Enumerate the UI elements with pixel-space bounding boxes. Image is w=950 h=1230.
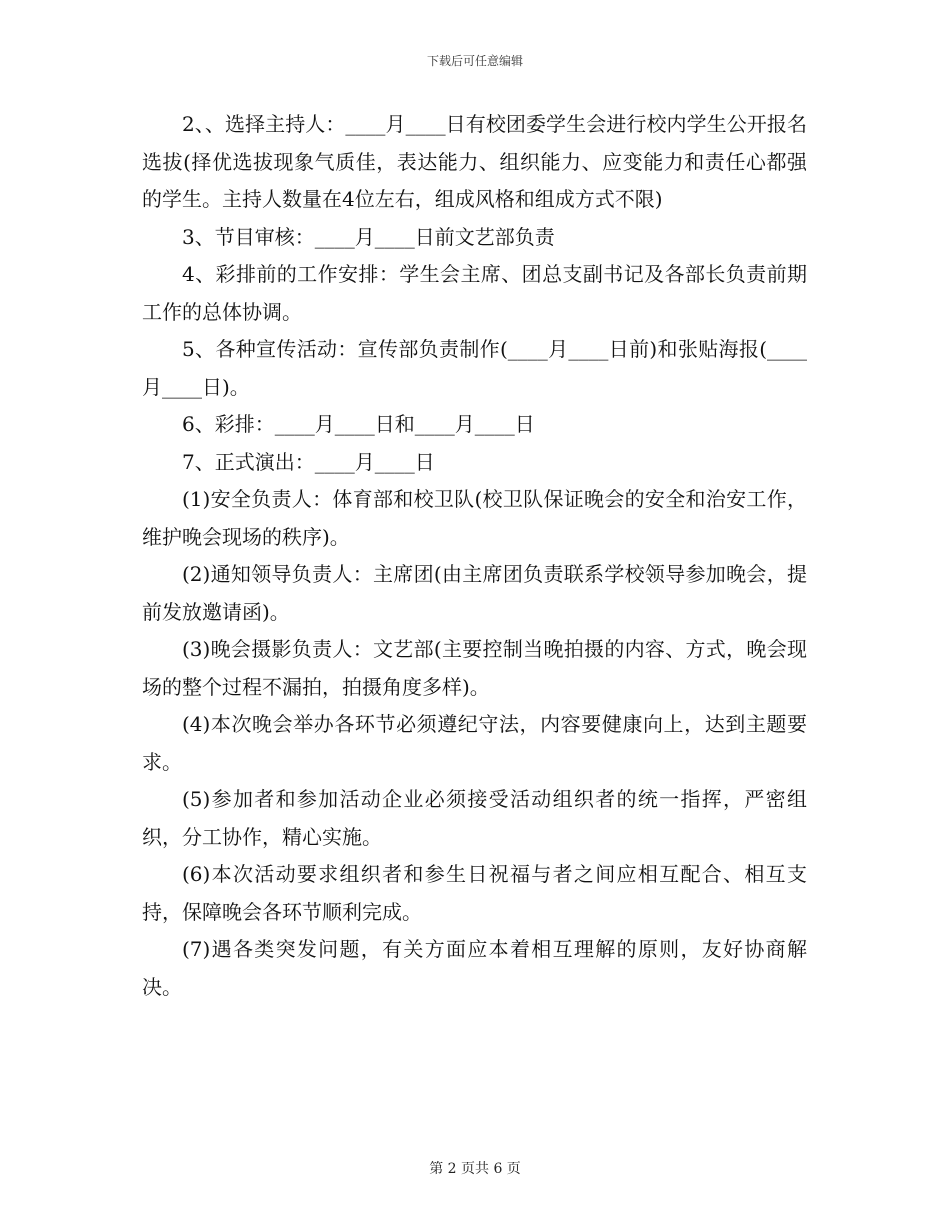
paragraph-subitem-1: (1)安全负责人：体育部和校卫队(校卫队保证晚会的安全和治安工作，维护晚会现场的秩序)。 (142, 487, 807, 549)
paragraph-subitem-3: (3)晚会摄影负责人：文艺部(主要控制当晚拍摄的内容、方式，晚会现场的整个过程不漏拍，拍摄角度多样)。 (142, 637, 807, 699)
paragraph-item-2: 2、、选择主持人：____月____日有校团委学生会进行校内学生公开报名选拔(择优选拔现象气质佳，表达能力、组织能力、应变能力和责任心都强的学生。主持人数量在4位左右，组成风格和组成方式不限) (142, 112, 807, 211)
paragraph-subitem-4: (4)本次晚会举办各环节必须遵纪守法，内容要健康向上，达到主题要求。 (142, 712, 807, 774)
paragraph-item-4: 4、彩排前的工作安排：学生会主席、团总支副书记及各部长负责前期工作的总体协调。 (142, 262, 807, 324)
page-number: 第 2 页共 6 页 (429, 1161, 521, 1177)
paragraph-item-6: 6、彩排：____月____日和____月____日 (182, 412, 535, 436)
paragraph-item-7: 7、正式演出：____月____日 (182, 449, 435, 474)
paragraph-subitem-5: (5)参加者和参加活动企业必须接受活动组织者的统一指挥，严密组织，分工协作，精心实施。 (142, 787, 807, 849)
document-body (142, 106, 807, 1006)
paragraph-subitem-2: (2)通知领导负责人：主席团(由主席团负责联系学校领导参加晚会，提前发放邀请函)。 (142, 562, 807, 624)
page-header: 下载后可任意编辑 (426, 54, 523, 68)
paragraph-item-3: 3、节目审核：____月____日前文艺部负责 (182, 224, 555, 249)
paragraph-subitem-7: (7)遇各类突发问题，有关方面应本着相互理解的原则，友好协商解决。 (142, 937, 807, 999)
paragraph-subitem-6: (6)本次活动要求组织者和参生日祝福与者之间应相互配合、相互支持，保障晚会各环节顺利完成。 (142, 862, 807, 924)
paragraph-item-5: 5、各种宣传活动：宣传部负责制作(____月____日前)和张贴海报(____月____日)。 (142, 337, 807, 399)
